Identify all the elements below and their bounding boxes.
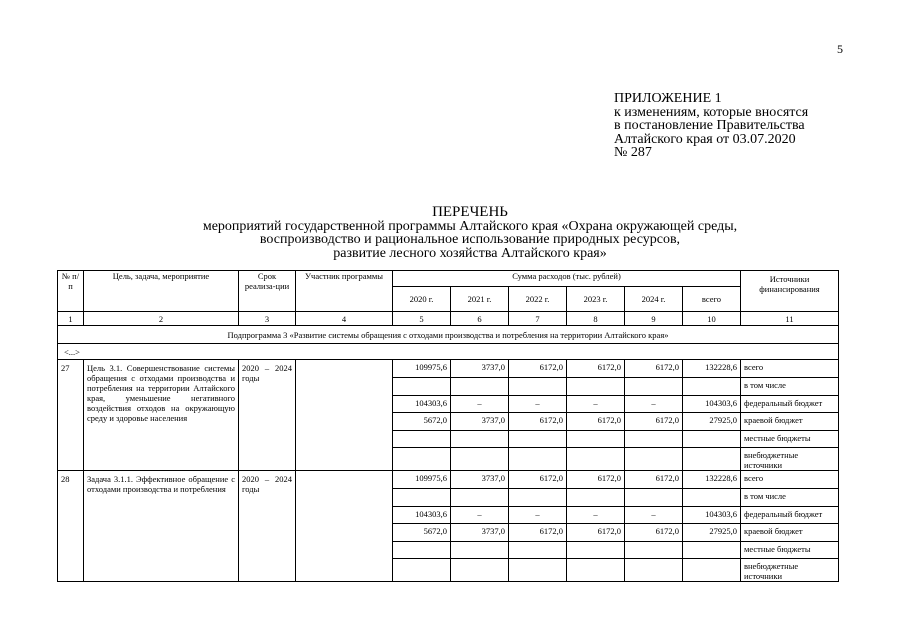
title-line: воспроизводство и рациональное использование природных ресурсов,	[259, 232, 681, 247]
finance-row	[58, 471, 839, 489]
year-value-cell	[509, 559, 567, 582]
year-value-cell: 6172,0	[625, 524, 683, 542]
total-cell	[683, 489, 741, 507]
funding-source-cell: внебюджетные источники	[741, 448, 839, 471]
row-term: 2020 – 2024 годы	[239, 360, 296, 471]
appendix-line: Алтайского края от 03.07.2020	[614, 131, 796, 147]
funding-source-cell: внебюджетные источники	[741, 559, 839, 582]
header-year: 2022 г.	[509, 287, 567, 312]
title-line: развитие лесного хозяйства Алтайского края»	[333, 245, 607, 261]
total-cell	[683, 431, 741, 448]
ellipsis-row: <...>	[58, 344, 839, 360]
year-value-cell	[567, 489, 625, 507]
document-title	[150, 206, 790, 260]
year-value-cell	[509, 378, 567, 396]
appendix-block	[614, 92, 830, 160]
year-value-cell	[567, 542, 625, 559]
year-value-cell: 3737,0	[451, 413, 509, 431]
year-value-cell: 109975,6	[393, 360, 451, 378]
row-term: 2020 – 2024 годы	[239, 471, 296, 582]
activities-table	[57, 270, 839, 582]
year-value-cell	[509, 489, 567, 507]
row-number: 28	[58, 471, 84, 582]
col-number: 6	[451, 312, 509, 326]
title-heading: ПЕРЕЧЕНЬ	[432, 204, 508, 220]
total-cell	[683, 378, 741, 396]
header-sources: Источники финансирования	[741, 271, 839, 312]
year-value-cell: 104303,6	[393, 507, 451, 524]
year-value-cell	[509, 448, 567, 471]
year-value-cell: 104303,6	[393, 396, 451, 413]
year-value-cell	[451, 431, 509, 448]
header-term: Срок реализа-ции	[239, 271, 296, 312]
funding-source-cell: федеральный бюджет	[741, 507, 839, 524]
funding-source-cell: краевой бюджет	[741, 524, 839, 542]
total-cell: 132228,6	[683, 360, 741, 378]
year-value-cell	[451, 378, 509, 396]
total-cell	[683, 542, 741, 559]
header-year: 2020 г.	[393, 287, 451, 312]
row-participant	[296, 471, 393, 582]
year-value-cell: –	[509, 396, 567, 413]
funding-source-cell: краевой бюджет	[741, 413, 839, 431]
appendix-line: в постановление Правительства	[614, 118, 805, 133]
year-value-cell	[509, 431, 567, 448]
col-number: 5	[393, 312, 451, 326]
total-cell	[683, 448, 741, 471]
year-value-cell	[567, 378, 625, 396]
appendix-line: к изменениям, которые вносятся	[614, 104, 809, 120]
funding-source-cell: всего	[741, 471, 839, 489]
year-value-cell	[451, 489, 509, 507]
year-value-cell	[451, 542, 509, 559]
col-number: 2	[84, 312, 239, 326]
year-value-cell	[625, 489, 683, 507]
header-num: № п/п	[58, 271, 84, 312]
appendix-line: № 287	[614, 145, 652, 160]
year-value-cell: 5672,0	[393, 524, 451, 542]
col-number: 11	[741, 312, 839, 326]
year-value-cell: 3737,0	[451, 360, 509, 378]
funding-source-cell: федеральный бюджет	[741, 396, 839, 413]
title-line: мероприятий государственной программы Алтайского края «Охрана окружающей среды,	[202, 218, 738, 234]
col-number: 3	[239, 312, 296, 326]
year-value-cell: 6172,0	[509, 360, 567, 378]
year-value-cell: –	[509, 507, 567, 524]
funding-source-cell: в том числе	[741, 378, 839, 396]
header-total: всего	[683, 287, 741, 312]
year-value-cell	[451, 559, 509, 582]
total-cell	[683, 559, 741, 582]
year-value-cell: 6172,0	[509, 524, 567, 542]
year-value-cell	[393, 542, 451, 559]
col-number: 1	[58, 312, 84, 326]
year-value-cell: 6172,0	[509, 413, 567, 431]
year-value-cell	[509, 542, 567, 559]
year-value-cell: 6172,0	[567, 360, 625, 378]
year-value-cell: –	[567, 507, 625, 524]
year-value-cell	[567, 431, 625, 448]
total-cell: 27925,0	[683, 413, 741, 431]
year-value-cell: 6172,0	[625, 413, 683, 431]
finance-row	[58, 360, 839, 378]
page-number: 5	[837, 42, 843, 56]
year-value-cell: 6172,0	[567, 471, 625, 489]
subprogram-title: Подпрограмма 3 «Развитие системы обращения с отходами производства и потребления на территории Алтайского края»	[58, 326, 839, 344]
header-participant: Участник программы	[296, 271, 393, 312]
header-year: 2024 г.	[625, 287, 683, 312]
appendix-line: ПРИЛОЖЕНИЕ 1	[614, 91, 722, 106]
col-number: 9	[625, 312, 683, 326]
year-value-cell: 6172,0	[509, 471, 567, 489]
header-year: 2023 г.	[567, 287, 625, 312]
year-value-cell: 6172,0	[567, 413, 625, 431]
year-value-cell	[393, 431, 451, 448]
year-value-cell	[625, 542, 683, 559]
year-value-cell	[393, 448, 451, 471]
year-value-cell: –	[451, 507, 509, 524]
row-goal: Цель 3.1. Совершенствование системы обращения с отходами производства и потребления на территории Алтайского края, уменьшение негативного воздействия отходов на окружающую среду и здоровье населения	[84, 360, 239, 471]
year-value-cell: –	[625, 507, 683, 524]
funding-source-cell: местные бюджеты	[741, 431, 839, 448]
year-value-cell	[625, 431, 683, 448]
total-cell: 104303,6	[683, 507, 741, 524]
year-value-cell	[393, 378, 451, 396]
col-number: 8	[567, 312, 625, 326]
row-participant	[296, 360, 393, 471]
row-goal: Задача 3.1.1. Эффективное обращение с отходами производства и потребления	[84, 471, 239, 582]
total-cell: 132228,6	[683, 471, 741, 489]
col-number: 10	[683, 312, 741, 326]
year-value-cell	[451, 448, 509, 471]
total-cell: 104303,6	[683, 396, 741, 413]
year-value-cell: 109975,6	[393, 471, 451, 489]
year-value-cell: 6172,0	[625, 471, 683, 489]
year-value-cell	[625, 448, 683, 471]
funding-source-cell: всего	[741, 360, 839, 378]
year-value-cell: 6172,0	[567, 524, 625, 542]
year-value-cell: 6172,0	[625, 360, 683, 378]
year-value-cell	[567, 559, 625, 582]
row-number: 27	[58, 360, 84, 471]
header-goal: Цель, задача, мероприятие	[84, 271, 239, 312]
year-value-cell: –	[567, 396, 625, 413]
year-value-cell: –	[625, 396, 683, 413]
year-value-cell: 3737,0	[451, 471, 509, 489]
year-value-cell	[567, 448, 625, 471]
year-value-cell	[393, 489, 451, 507]
year-value-cell	[625, 378, 683, 396]
year-value-cell: –	[451, 396, 509, 413]
year-value-cell	[393, 559, 451, 582]
year-value-cell: 5672,0	[393, 413, 451, 431]
funding-source-cell: в том числе	[741, 489, 839, 507]
total-cell: 27925,0	[683, 524, 741, 542]
header-sum: Сумма расходов (тыс. рублей)	[393, 271, 741, 287]
col-number: 4	[296, 312, 393, 326]
funding-source-cell: местные бюджеты	[741, 542, 839, 559]
year-value-cell: 3737,0	[451, 524, 509, 542]
year-value-cell	[625, 559, 683, 582]
header-year: 2021 г.	[451, 287, 509, 312]
col-number: 7	[509, 312, 567, 326]
